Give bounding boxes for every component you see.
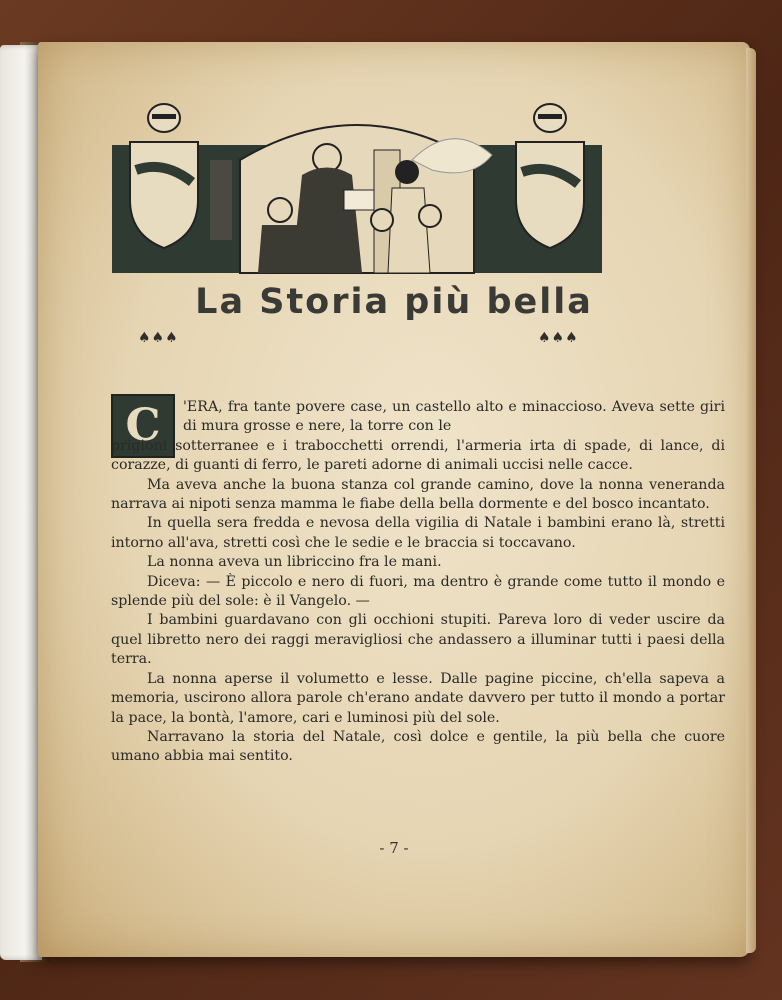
- right-crest-icon: [516, 104, 584, 248]
- left-page-edge: [0, 45, 42, 960]
- right-ornament: ♠♠♠: [538, 330, 579, 346]
- paragraph: Narravano la storia del Natale, così dolce e gentile, la più bella che cuore umano abbia mai sentito.: [111, 728, 725, 765]
- page-edge: [746, 48, 756, 953]
- paragraph: I bambini guardavano con gli occhioni stupiti. Pareva loro di veder uscire da quel libretto nero dei raggi meravigliosi che andassero a illuminar tutti i paesi della terra.: [111, 612, 725, 668]
- chapter-title: La Storia più bella: [195, 282, 593, 322]
- drop-cap: C: [111, 394, 175, 458]
- paragraph: In quella sera fredda e nevosa della vigilia di Natale i bambini erano là, stretti intorno all'ava, stretti così che le sedie e le braccia si toccavano.: [111, 515, 725, 551]
- paragraph: La nonna aveva un libriccino fra le mani.: [147, 554, 442, 571]
- paragraph: Ma aveva anche la buona stanza col grande camino, dove la nonna veneranda narrava ai nipoti senza mamma le fiabe della bella dormente e del bosco incantato.: [111, 476, 725, 513]
- page-number: - 7 -: [379, 839, 409, 857]
- paragraph: Diceva: — È piccolo e nero di fuori, ma dentro è grande come tutto il mondo e splende più del sole: è il Vangelo. —: [111, 573, 725, 610]
- paragraph: La nonna aperse il volumetto e lesse. Dalle pagine piccine, ch'ella sapeva a memoria, uscirono allora parole ch'erano andate davvero per tutto il mondo a portar la pace, la bontà, l'amore, cari e luminosi più del sole.: [111, 670, 725, 726]
- left-crest-icon: [130, 104, 198, 248]
- left-ornament: ♠♠♠: [138, 330, 179, 346]
- opening-continuation: prigioni sotterranee e i trabocchetti orrendi, l'armeria irta di spade, di lance, di corazze, di guanti di ferro, le pareti adorne di animali uccisi nelle cacce.: [111, 437, 725, 474]
- story-text: [111, 398, 725, 767]
- opening-paragraph: [111, 398, 725, 476]
- header-illustration: [112, 100, 602, 275]
- book-page: [38, 42, 750, 957]
- opening-line: 'ERA, fra tante povere case, un castello alto e minaccioso. Aveva sette giri di mura grosse e nere, la torre con le: [183, 399, 725, 435]
